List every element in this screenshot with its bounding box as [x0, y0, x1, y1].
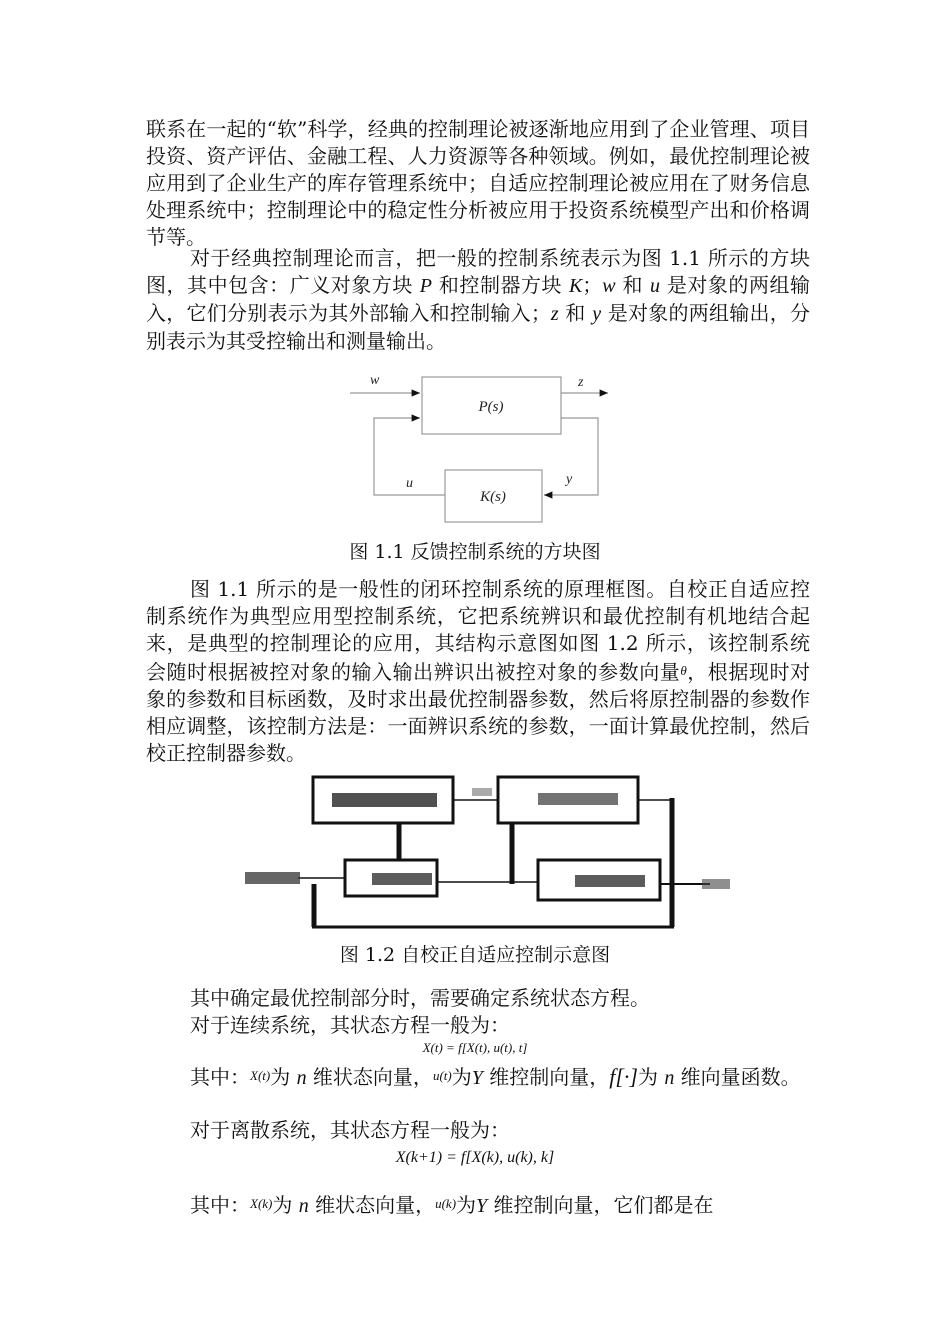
- bottom-right-block-blur: [575, 875, 645, 887]
- paragraph-3: 图 1.1 所示的是一般性的闭环控制系统的原理框图。自校正自适应控制系统作为典型应用型控制系统，它把系统辨识和最优控制有机地结合起来，是典型的控制理论的应用，其结构示意图如图 1.2 所示，该控制系统会随时根据被控对象的输入输出辨识出被控对象的参数向量$^\theta$，根据现时对象的参数和目标函数，及时求出最优控制器参数，然后将原控制器的参数作相应调整，该控制方法是：一面辨识系统的参数，一面计算最优控制，然后校正控制器参数。: [146, 577, 811, 765]
- top-left-block-blur: [332, 793, 437, 807]
- controller-label: K(s): [480, 489, 506, 505]
- paragraph-8: 其中：$^{X(k)}$为 n 维状态向量，$^{u(k)}$为Y 维控制向量，它们都是在: [190, 1193, 714, 1217]
- label-y: y: [566, 472, 573, 487]
- top-right-block-blur: [538, 793, 618, 805]
- feedback-block-diagram: [350, 368, 630, 533]
- output-label-blur: [702, 879, 730, 889]
- label-w: w: [370, 373, 380, 388]
- paragraph-7: 对于离散系统，其状态方程一般为：: [190, 1118, 510, 1142]
- figure-2-caption: 图 1.2 自校正自适应控制示意图: [339, 944, 611, 966]
- plant-label: P(s): [478, 399, 504, 415]
- paragraph-6: 其中：$^{X(t)}$为 n 维状态向量，$^{u(t)}$为Y 维控制向量，f[·]为 n 维向量函数。: [190, 1064, 801, 1089]
- paragraph-2: 对于经典控制理论而言，把一般的控制系统表示为图 1.1 所示的方块图，其中包含：广义对象方块 P 和控制器方块 K；w 和 u 是对象的两组输入，它们分别表示为其外部输入和控制输入；z 和 y 是对象的两组输出，分别表示为其受控输出和测量输出。: [146, 246, 811, 353]
- figure-1-caption: 图 1.1 反馈控制系统的方块图: [349, 541, 601, 563]
- paragraph-1: 联系在一起的“软”科学，经典的控制理论被逐渐地应用到了企业管理、项目投资、资产评估、金融工程、人力资源等各种领域。例如，最优控制理论被应用到了企业生产的库存管理系统中；自适应控制理论被应用在了财务信息处理系统中；控制理论中的稳定性分析被应用于投资系统模型产出和价格调节等。: [146, 117, 810, 249]
- continuous-state-equation: X(t) = f[X(t), u(t), t]: [422, 1040, 528, 1055]
- self-tuning-diagram: [240, 772, 740, 932]
- paragraph-5: 对于连续系统，其状态方程一般为：: [190, 1013, 510, 1037]
- input-label-blur: [245, 872, 300, 884]
- arrow-label-blur: [472, 788, 492, 796]
- label-z: z: [578, 375, 584, 390]
- bottom-left-block-blur: [372, 873, 432, 885]
- discrete-state-equation: X(k+1) = f[X(k), u(k), k]: [395, 1149, 555, 1166]
- paragraph-4: 其中确定最优控制部分时，需要确定系统状态方程。: [190, 986, 650, 1010]
- label-u: u: [406, 476, 413, 491]
